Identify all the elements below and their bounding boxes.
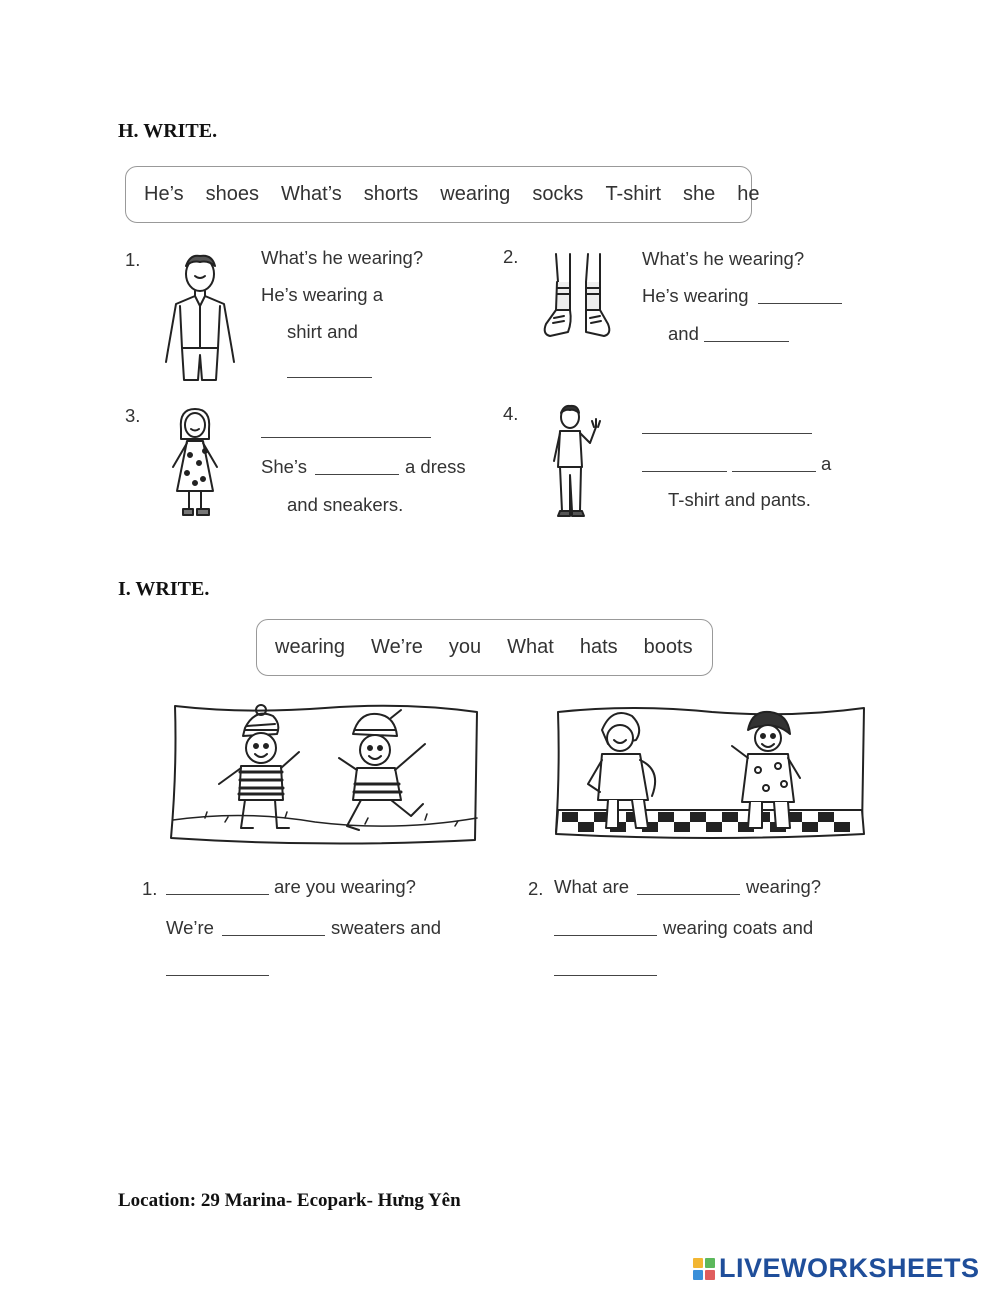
- q1-line2: He’s wearing a: [261, 284, 384, 305]
- question-number: 2.: [528, 878, 544, 899]
- word-bank-item: boots: [643, 636, 693, 658]
- boy-shirt-illustration: [160, 250, 240, 385]
- q2-line1: What’s he wearing?: [642, 248, 805, 269]
- logo-cube: [693, 1270, 703, 1280]
- answer-blank[interactable]: [166, 875, 269, 895]
- q3-line3: and sneakers.: [287, 494, 404, 515]
- q3-line2a: She’s: [261, 456, 307, 477]
- answer-blank[interactable]: [554, 916, 657, 936]
- word-bank-item: T-shirt: [605, 183, 661, 205]
- question-number: 4.: [503, 403, 519, 424]
- question-number: 1.: [142, 878, 158, 899]
- liveworksheets-logo[interactable]: [693, 1253, 980, 1284]
- i-q1-line2b: sweaters and: [331, 917, 442, 938]
- q2-line2: He’s wearing: [642, 285, 749, 306]
- answer-blank[interactable]: [261, 418, 431, 438]
- word-bank-item: wearing: [275, 636, 346, 658]
- q1-line1: What’s he wearing?: [261, 247, 424, 268]
- answer-blank[interactable]: [166, 956, 269, 976]
- answer-blank[interactable]: [637, 875, 740, 895]
- answer-blank[interactable]: [732, 452, 816, 472]
- i-q2-line2: wearing coats and: [663, 917, 814, 938]
- answer-blank[interactable]: [642, 414, 812, 434]
- i-q2-line1b: wearing?: [746, 876, 822, 897]
- question-number: 2.: [503, 246, 519, 267]
- answer-blank[interactable]: [315, 455, 399, 475]
- word-bank-item: he: [737, 183, 760, 205]
- word-bank-item: shorts: [363, 183, 419, 205]
- i-q2-line1a: What are: [554, 876, 630, 897]
- word-bank-item: she: [683, 183, 716, 205]
- word-bank-item: What’s: [281, 183, 342, 205]
- i-q1-line1: are you wearing?: [274, 876, 416, 897]
- location-footer: Location: 29 Marina- Ecopark- Hưng Yên: [118, 1190, 461, 1211]
- kids-hats-sweaters-illustration: [165, 700, 483, 848]
- word-bank-item: you: [448, 636, 482, 658]
- section-h-heading: H. WRITE.: [118, 120, 218, 142]
- word-bank-item: He’s: [144, 183, 184, 205]
- legs-socks-illustration: [540, 252, 615, 342]
- answer-blank[interactable]: [287, 358, 372, 378]
- q3-line2b: a dress: [405, 456, 466, 477]
- question-number: 1.: [125, 249, 141, 270]
- word-bank-item: We’re: [371, 636, 423, 658]
- q2-line3: and: [668, 323, 699, 344]
- answer-blank[interactable]: [758, 284, 842, 304]
- word-bank-item: wearing: [440, 183, 511, 205]
- i-q1-line2a: We’re: [166, 917, 214, 938]
- word-bank-item: hats: [579, 636, 618, 658]
- word-bank-item: shoes: [205, 183, 260, 205]
- word-bank-i: [256, 619, 713, 676]
- answer-blank[interactable]: [554, 956, 657, 976]
- boy-waving-illustration: [550, 403, 605, 521]
- word-bank-item: What: [507, 636, 554, 658]
- word-bank-item: socks: [532, 183, 584, 205]
- q4-line3: T-shirt and pants.: [668, 489, 811, 510]
- logo-text: LIVEWORKSHEETS: [719, 1253, 980, 1283]
- kids-coats-boots-illustration: [552, 700, 868, 848]
- logo-cube: [693, 1258, 703, 1268]
- q1-line3: shirt and: [287, 321, 358, 342]
- logo-cubes-icon: [693, 1258, 715, 1280]
- girl-dress-illustration: [165, 405, 225, 520]
- answer-blank[interactable]: [222, 916, 325, 936]
- answer-blank[interactable]: [642, 452, 727, 472]
- question-number: 3.: [125, 405, 141, 426]
- answer-blank[interactable]: [704, 322, 789, 342]
- q4-line2b: a: [821, 453, 832, 474]
- logo-cube: [705, 1270, 715, 1280]
- section-i-heading: I. WRITE.: [118, 578, 210, 600]
- logo-cube: [705, 1258, 715, 1268]
- word-bank-h: [125, 166, 760, 223]
